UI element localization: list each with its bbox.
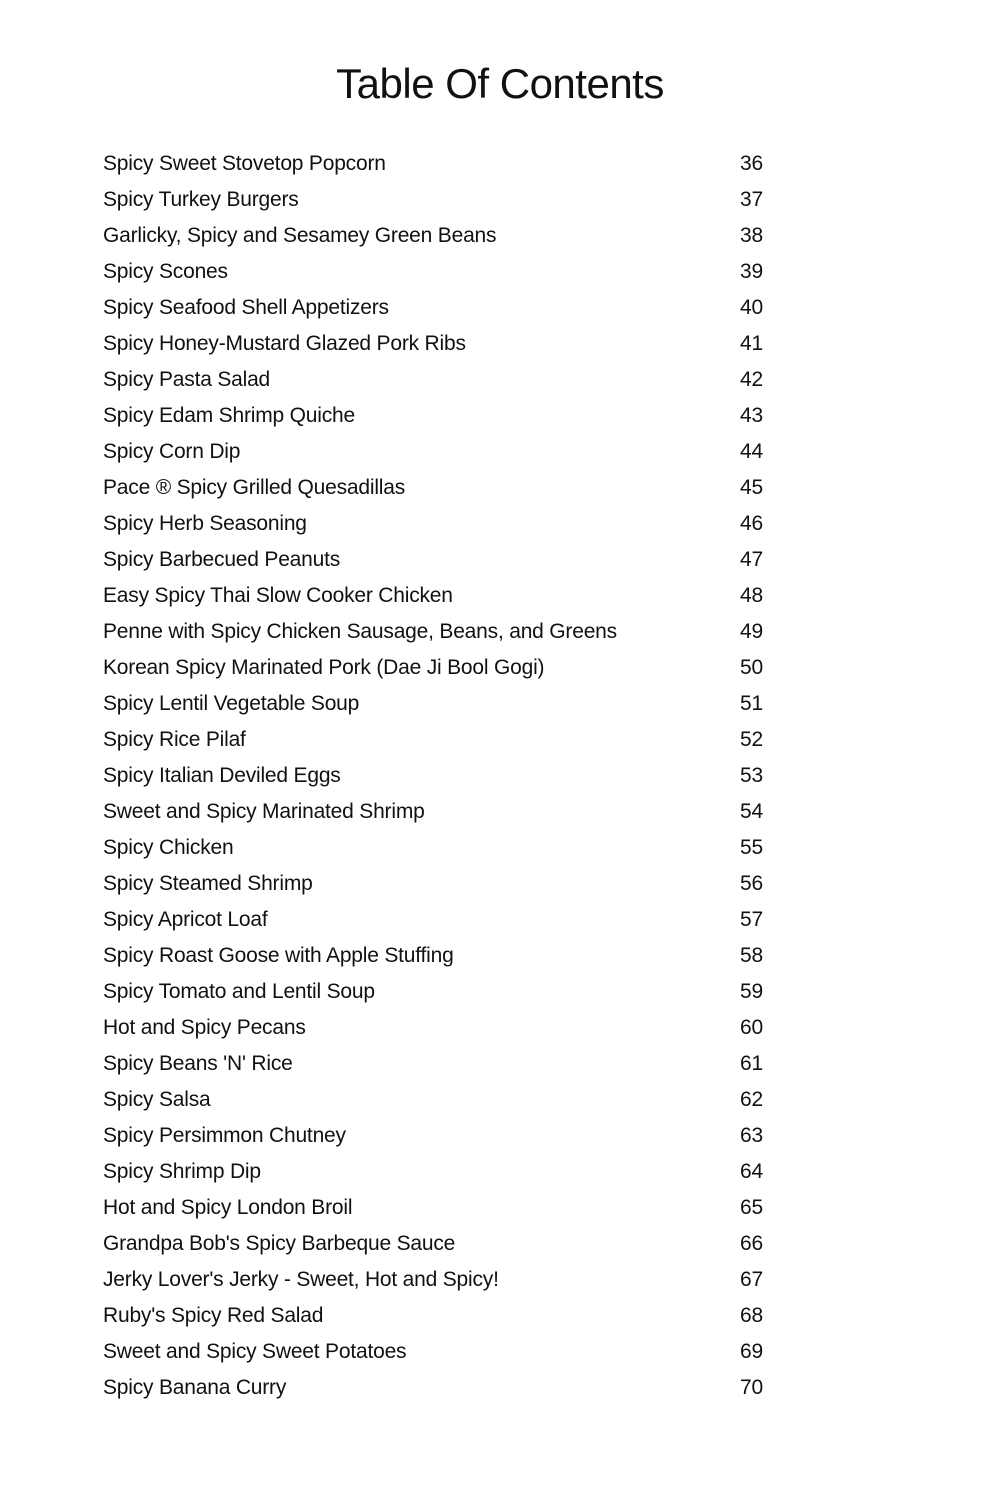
toc-entry-title: Hot and Spicy London Broil — [103, 1196, 353, 1219]
toc-entry[interactable] — [103, 506, 763, 542]
toc-entry-page-number: 59 — [740, 980, 763, 1003]
toc-entry-page-number: 62 — [740, 1088, 763, 1111]
toc-entry[interactable] — [103, 1298, 763, 1334]
toc-entry[interactable] — [103, 1010, 763, 1046]
toc-entry[interactable] — [103, 686, 763, 722]
toc-entry-title: Spicy Persimmon Chutney — [103, 1124, 346, 1147]
toc-entry[interactable] — [103, 1370, 763, 1406]
toc-entry-page-number: 44 — [740, 440, 763, 463]
toc-entry[interactable] — [103, 326, 763, 362]
toc-entry-page-number: 54 — [740, 800, 763, 823]
toc-entry[interactable] — [103, 1154, 763, 1190]
toc-entry[interactable] — [103, 290, 763, 326]
toc-entry-title: Spicy Steamed Shrimp — [103, 872, 313, 895]
toc-entry-title: Spicy Herb Seasoning — [103, 512, 307, 535]
toc-entry-title: Garlicky, Spicy and Sesamey Green Beans — [103, 224, 497, 247]
toc-entry-page-number: 63 — [740, 1124, 763, 1147]
toc-entry-page-number: 42 — [740, 368, 763, 391]
toc-entry-page-number: 39 — [740, 260, 763, 283]
toc-entry-page-number: 52 — [740, 728, 763, 751]
toc-entry[interactable] — [103, 254, 763, 290]
toc-entry[interactable] — [103, 1262, 763, 1298]
toc-entry[interactable] — [103, 1226, 763, 1262]
toc-entry-page-number: 48 — [740, 584, 763, 607]
toc-entry[interactable] — [103, 146, 763, 182]
toc-entry-page-number: 64 — [740, 1160, 763, 1183]
toc-entry-page-number: 43 — [740, 404, 763, 427]
toc-entry-page-number: 68 — [740, 1304, 763, 1327]
toc-entry[interactable] — [103, 614, 763, 650]
toc-entry-title: Spicy Barbecued Peanuts — [103, 548, 341, 571]
toc-entry-page-number: 40 — [740, 296, 763, 319]
toc-entry-page-number: 51 — [740, 692, 763, 715]
toc-entry[interactable] — [103, 182, 763, 218]
toc-entry-title: Spicy Banana Curry — [103, 1376, 287, 1399]
toc-entry-title: Sweet and Spicy Sweet Potatoes — [103, 1340, 407, 1363]
toc-entry[interactable] — [103, 470, 763, 506]
toc-entry[interactable] — [103, 542, 763, 578]
toc-entry-page-number: 55 — [740, 836, 763, 859]
toc-entry[interactable] — [103, 362, 763, 398]
toc-entry[interactable] — [103, 974, 763, 1010]
toc-entry[interactable] — [103, 1118, 763, 1154]
toc-entry-page-number: 45 — [740, 476, 763, 499]
toc-entry-page-number: 56 — [740, 872, 763, 895]
toc-entry-page-number: 61 — [740, 1052, 763, 1075]
toc-entry-page-number: 38 — [740, 224, 763, 247]
toc-entry[interactable] — [103, 578, 763, 614]
toc-entry[interactable] — [103, 830, 763, 866]
toc-entry-page-number: 53 — [740, 764, 763, 787]
toc-entry-title: Sweet and Spicy Marinated Shrimp — [103, 800, 425, 823]
toc-entry-title: Spicy Roast Goose with Apple Stuffing — [103, 944, 454, 967]
toc-entry-title: Pace ® Spicy Grilled Quesadillas — [103, 476, 406, 499]
toc-entry-title: Spicy Edam Shrimp Quiche — [103, 404, 355, 427]
toc-entry-title: Spicy Corn Dip — [103, 440, 241, 463]
toc-entry[interactable] — [103, 1190, 763, 1226]
toc-entry-title: Penne with Spicy Chicken Sausage, Beans, and Greens — [103, 620, 617, 643]
toc-entry-title: Spicy Apricot Loaf — [103, 908, 268, 931]
toc-entry-title: Spicy Tomato and Lentil Soup — [103, 980, 375, 1003]
toc-entry[interactable] — [103, 902, 763, 938]
toc-entry-page-number: 66 — [740, 1232, 763, 1255]
toc-entry-title: Spicy Chicken — [103, 836, 234, 859]
toc-entry-title: Spicy Honey-Mustard Glazed Pork Ribs — [103, 332, 466, 355]
toc-entry[interactable] — [103, 758, 763, 794]
toc-entry-title: Grandpa Bob's Spicy Barbeque Sauce — [103, 1232, 456, 1255]
toc-entry[interactable] — [103, 866, 763, 902]
toc-entry-page-number: 46 — [740, 512, 763, 535]
toc-entry-title: Spicy Rice Pilaf — [103, 728, 246, 751]
toc-entry[interactable] — [103, 794, 763, 830]
toc-entry-title: Easy Spicy Thai Slow Cooker Chicken — [103, 584, 453, 607]
toc-entry-title: Spicy Sweet Stovetop Popcorn — [103, 152, 386, 175]
toc-entry[interactable] — [103, 650, 763, 686]
toc-entry-page-number: 70 — [740, 1376, 763, 1399]
toc-entry-title: Ruby's Spicy Red Salad — [103, 1304, 324, 1327]
toc-entry-title: Spicy Turkey Burgers — [103, 188, 299, 211]
toc-entry-title: Spicy Beans 'N' Rice — [103, 1052, 293, 1075]
toc-entry[interactable] — [103, 1334, 763, 1370]
toc-entry-title: Spicy Scones — [103, 260, 228, 283]
toc-entry[interactable] — [103, 1082, 763, 1118]
toc-list — [103, 146, 763, 1406]
toc-entry-page-number: 37 — [740, 188, 763, 211]
toc-entry-page-number: 58 — [740, 944, 763, 967]
toc-entry-page-number: 67 — [740, 1268, 763, 1291]
toc-entry-page-number: 36 — [740, 152, 763, 175]
toc-entry[interactable] — [103, 1046, 763, 1082]
toc-entry-title: Spicy Pasta Salad — [103, 368, 271, 391]
toc-entry-title: Spicy Italian Deviled Eggs — [103, 764, 341, 787]
toc-entry-page-number: 49 — [740, 620, 763, 643]
toc-entry[interactable] — [103, 218, 763, 254]
toc-entry-title: Spicy Salsa — [103, 1088, 211, 1111]
toc-entry-page-number: 57 — [740, 908, 763, 931]
toc-entry-page-number: 65 — [740, 1196, 763, 1219]
toc-entry[interactable] — [103, 434, 763, 470]
toc-entry-title: Spicy Lentil Vegetable Soup — [103, 692, 360, 715]
toc-entry-title: Spicy Shrimp Dip — [103, 1160, 261, 1183]
toc-entry-page-number: 41 — [740, 332, 763, 355]
toc-entry-title: Hot and Spicy Pecans — [103, 1016, 306, 1039]
toc-entry[interactable] — [103, 938, 763, 974]
page-title: Table Of Contents — [336, 60, 664, 107]
toc-entry[interactable] — [103, 398, 763, 434]
toc-entry-page-number: 47 — [740, 548, 763, 571]
toc-entry-title: Spicy Seafood Shell Appetizers — [103, 296, 389, 319]
toc-entry-title: Jerky Lover's Jerky - Sweet, Hot and Spicy! — [103, 1268, 499, 1291]
toc-entry-page-number: 60 — [740, 1016, 763, 1039]
toc-entry-page-number: 50 — [740, 656, 763, 679]
toc-entry[interactable] — [103, 722, 763, 758]
toc-entry-page-number: 69 — [740, 1340, 763, 1363]
toc-entry-title: Korean Spicy Marinated Pork (Dae Ji Bool Gogi) — [103, 656, 545, 679]
